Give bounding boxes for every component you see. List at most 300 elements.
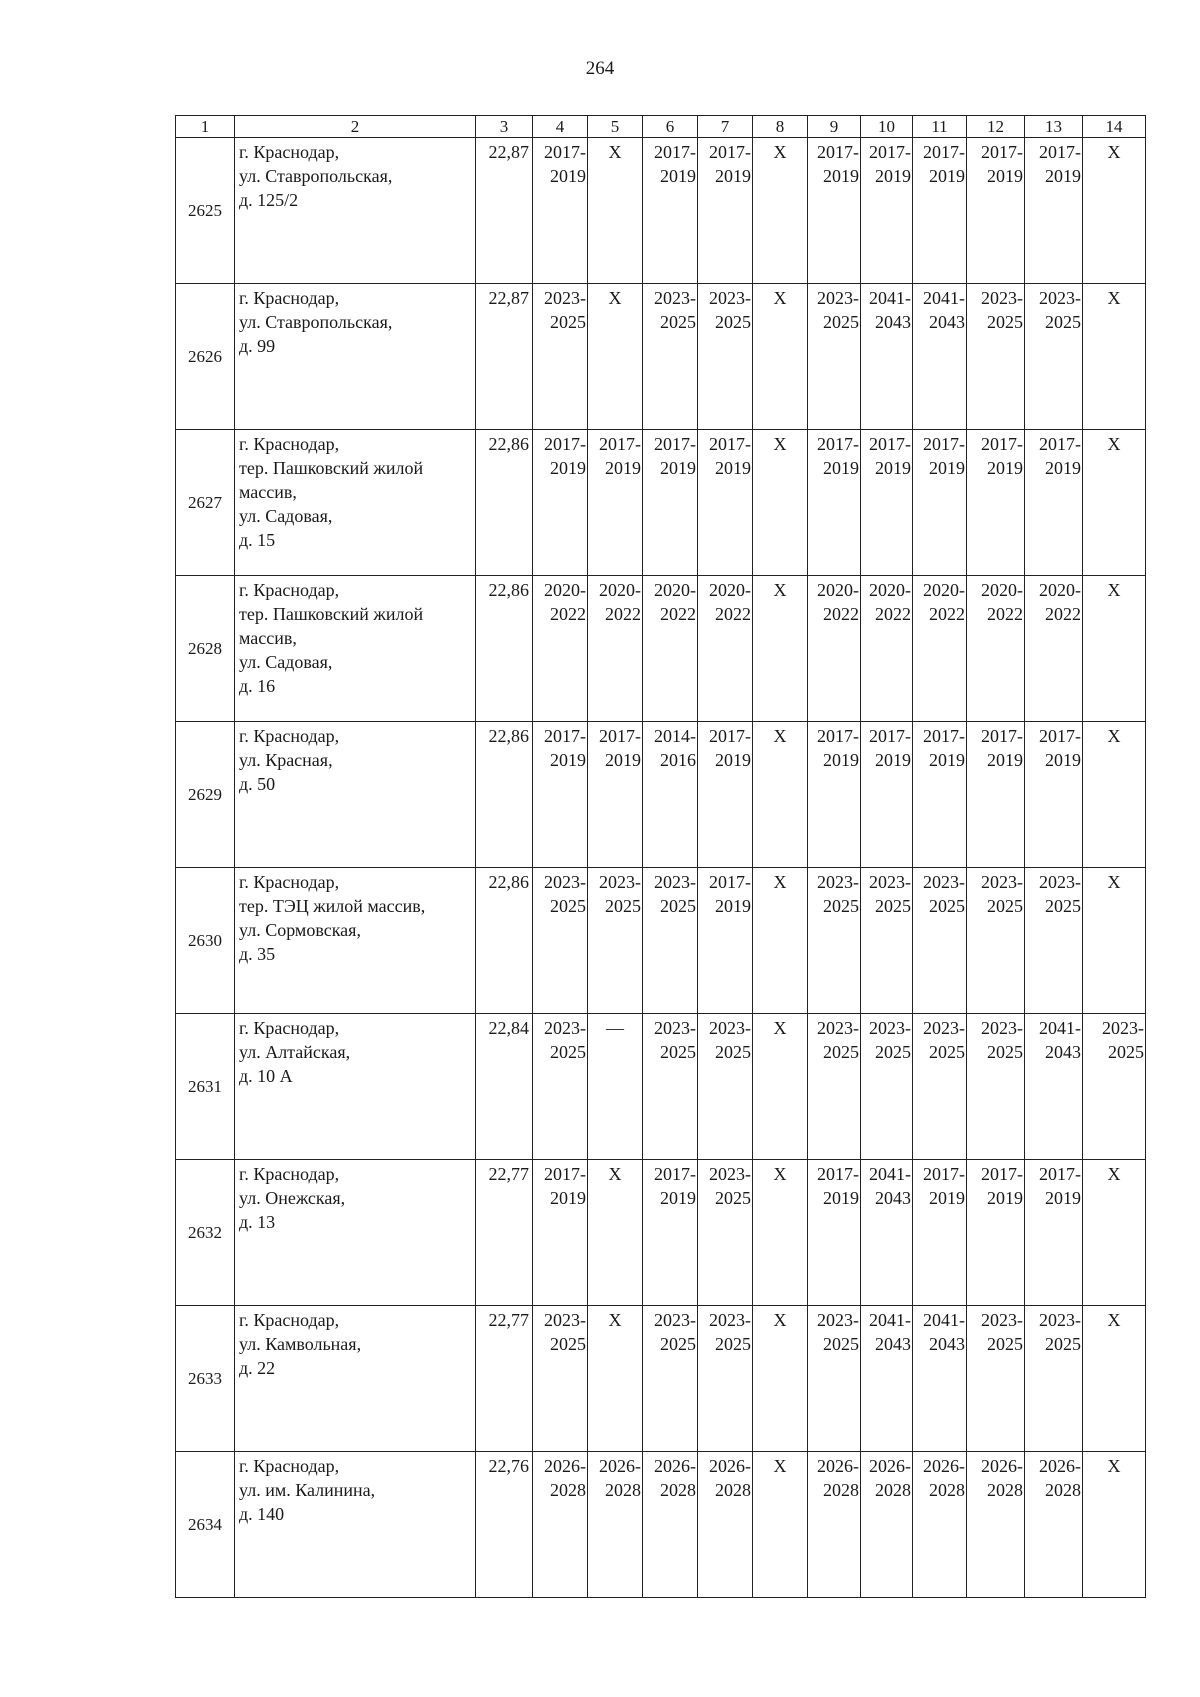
period-cell — [643, 1160, 698, 1306]
period-line: 2016 — [660, 750, 696, 770]
period-cell — [643, 430, 698, 576]
row-number: 2628 — [176, 576, 235, 722]
row-number: 2625 — [176, 138, 235, 284]
address-line: ул. им. Калинина, — [239, 1480, 376, 1500]
period-line: 2017- — [709, 726, 751, 746]
period-line: 2019 — [660, 166, 696, 186]
period-cell — [533, 1306, 588, 1452]
address-line: тер. Пашковский жилой — [239, 604, 424, 624]
address-line: г. Краснодар, — [239, 1456, 340, 1476]
period-line: 2023- — [981, 1018, 1023, 1038]
period-line: 2026- — [981, 1456, 1023, 1476]
address-line: ул. Ставропольская, — [239, 166, 393, 186]
address-line: г. Краснодар, — [239, 580, 340, 600]
period-line: 2017- — [599, 726, 641, 746]
period-line: 2023- — [709, 1310, 751, 1330]
period-cell — [913, 1306, 967, 1452]
period-cell — [643, 868, 698, 1014]
period-line: 2025 — [987, 312, 1023, 332]
period-cell — [967, 138, 1025, 284]
period-line: 2019 — [660, 1188, 696, 1208]
period-line: 2019 — [929, 750, 965, 770]
period-line: 2019 — [715, 750, 751, 770]
period-line: 2017- — [817, 726, 859, 746]
period-line: 2019 — [823, 458, 859, 478]
period-line: 2028 — [929, 1480, 965, 1500]
mark-cell: Х — [1083, 284, 1146, 430]
address-cell — [235, 430, 476, 576]
period-cell — [1025, 868, 1083, 1014]
period-line: 2041- — [869, 288, 911, 308]
period-line: 2017- — [817, 1164, 859, 1184]
address-line: г. Краснодар, — [239, 1310, 340, 1330]
period-cell — [643, 1014, 698, 1160]
period-cell — [808, 284, 861, 430]
period-cell — [698, 430, 753, 576]
period-cell — [861, 284, 913, 430]
value-cell: 22,86 — [476, 868, 533, 1014]
address-line: ул. Алтайская, — [239, 1042, 351, 1062]
period-line: 2022 — [660, 604, 696, 624]
period-cell — [533, 1452, 588, 1598]
address-line: д. 22 — [239, 1358, 276, 1378]
address-line: г. Краснодар, — [239, 288, 340, 308]
period-cell — [643, 722, 698, 868]
period-line: 2017- — [869, 142, 911, 162]
row-number: 2634 — [176, 1452, 235, 1598]
period-line: 2022 — [605, 604, 641, 624]
period-cell — [967, 868, 1025, 1014]
address-line: д. 125/2 — [239, 190, 299, 210]
address-line: тер. ТЭЦ жилой массив, — [239, 896, 426, 916]
period-line: 2025 — [550, 896, 586, 916]
value-cell: 22,84 — [476, 1014, 533, 1160]
table-row — [176, 138, 1146, 284]
period-cell — [808, 138, 861, 284]
column-header: 13 — [1025, 116, 1083, 138]
period-line: 2025 — [550, 1042, 586, 1062]
table-row — [176, 576, 1146, 722]
period-cell — [967, 1160, 1025, 1306]
period-cell — [861, 722, 913, 868]
period-line: 2019 — [1045, 166, 1081, 186]
period-cell — [533, 576, 588, 722]
period-line: 2017- — [923, 726, 965, 746]
period-cell — [967, 1452, 1025, 1598]
table-body — [176, 116, 1146, 1598]
period-line: 2022 — [987, 604, 1023, 624]
period-cell — [861, 1160, 913, 1306]
period-cell — [1025, 1160, 1083, 1306]
period-line: 2019 — [1045, 458, 1081, 478]
period-line: 2041- — [869, 1310, 911, 1330]
period-line: 2023- — [1102, 1018, 1144, 1038]
mark-cell: Х — [753, 1306, 808, 1452]
period-line: 2019 — [987, 458, 1023, 478]
period-line: 2023- — [544, 872, 586, 892]
address-line: массив, — [239, 482, 297, 502]
period-cell — [808, 868, 861, 1014]
period-line: 2022 — [929, 604, 965, 624]
period-line: 2023- — [709, 288, 751, 308]
period-line: 2043 — [875, 312, 911, 332]
period-cell — [588, 430, 643, 576]
mark-cell: Х — [753, 1452, 808, 1598]
table-row — [176, 284, 1146, 430]
period-line: 2019 — [987, 1188, 1023, 1208]
period-cell — [861, 138, 913, 284]
period-cell — [808, 1160, 861, 1306]
period-line: 2017- — [1039, 142, 1081, 162]
mark-cell: Х — [588, 284, 643, 430]
column-header: 14 — [1083, 116, 1146, 138]
period-line: 2025 — [987, 1334, 1023, 1354]
row-number: 2626 — [176, 284, 235, 430]
period-line: 2028 — [550, 1480, 586, 1500]
period-cell — [643, 576, 698, 722]
address-line: ул. Онежская, — [239, 1188, 346, 1208]
period-cell — [967, 1014, 1025, 1160]
address-line: д. 99 — [239, 336, 276, 356]
period-line: 2026- — [817, 1456, 859, 1476]
address-line: д. 13 — [239, 1212, 276, 1232]
period-line: 2019 — [823, 166, 859, 186]
period-line: 2020- — [654, 580, 696, 600]
period-line: 2041- — [1039, 1018, 1081, 1038]
period-line: 2023- — [544, 1018, 586, 1038]
period-cell — [967, 1306, 1025, 1452]
period-cell — [967, 430, 1025, 576]
column-header: 9 — [808, 116, 861, 138]
period-line: 2023- — [544, 288, 586, 308]
period-cell — [1025, 576, 1083, 722]
period-line: 2017- — [709, 434, 751, 454]
mark-cell: Х — [753, 1014, 808, 1160]
mark-cell: Х — [753, 430, 808, 576]
period-line: 2019 — [823, 750, 859, 770]
address-line: г. Краснодар, — [239, 434, 340, 454]
period-line: 2023- — [1039, 288, 1081, 308]
period-line: 2017- — [923, 434, 965, 454]
mark-cell: Х — [588, 1160, 643, 1306]
address-line: д. 140 — [239, 1504, 285, 1524]
period-line: 2017- — [1039, 1164, 1081, 1184]
period-line: 2026- — [1039, 1456, 1081, 1476]
period-line: 2017- — [1039, 434, 1081, 454]
period-cell — [698, 1306, 753, 1452]
row-number: 2629 — [176, 722, 235, 868]
period-line: 2017- — [981, 434, 1023, 454]
period-cell — [698, 576, 753, 722]
period-line: 2020- — [869, 580, 911, 600]
period-cell — [533, 1014, 588, 1160]
period-cell — [861, 1014, 913, 1160]
period-line: 2028 — [605, 1480, 641, 1500]
mark-cell: Х — [1083, 1452, 1146, 1598]
period-cell — [861, 868, 913, 1014]
address-line: д. 15 — [239, 530, 276, 550]
period-line: 2023- — [709, 1164, 751, 1184]
period-line: 2043 — [929, 312, 965, 332]
period-line: 2023- — [869, 1018, 911, 1038]
period-line: 2019 — [550, 166, 586, 186]
period-cell — [808, 1452, 861, 1598]
row-number: 2632 — [176, 1160, 235, 1306]
value-cell: 22,77 — [476, 1306, 533, 1452]
period-line: 2025 — [715, 1042, 751, 1062]
period-cell — [1025, 284, 1083, 430]
mark-cell: Х — [588, 1306, 643, 1452]
period-line: 2025 — [987, 896, 1023, 916]
mark-cell: Х — [1083, 576, 1146, 722]
period-cell — [913, 138, 967, 284]
period-line: 2043 — [929, 1334, 965, 1354]
address-line: ул. Садовая, — [239, 506, 333, 526]
period-line: 2019 — [875, 166, 911, 186]
value-cell: 22,87 — [476, 284, 533, 430]
period-cell — [913, 722, 967, 868]
period-cell — [808, 576, 861, 722]
period-line: 2019 — [550, 458, 586, 478]
period-line: 2025 — [823, 1042, 859, 1062]
address-line: г. Краснодар, — [239, 872, 340, 892]
row-number: 2627 — [176, 430, 235, 576]
period-line: 2019 — [823, 1188, 859, 1208]
period-line: 2025 — [823, 896, 859, 916]
column-header: 6 — [643, 116, 698, 138]
period-cell — [643, 1306, 698, 1452]
period-line: 2017- — [817, 434, 859, 454]
table-row — [176, 1306, 1146, 1452]
period-line: 2023- — [654, 1018, 696, 1038]
period-line: 2017- — [654, 142, 696, 162]
period-cell — [533, 1160, 588, 1306]
period-line: 2023- — [869, 872, 911, 892]
table-row — [176, 722, 1146, 868]
data-table — [175, 115, 1146, 1598]
period-line: 2017- — [869, 726, 911, 746]
period-line: 2020- — [544, 580, 586, 600]
period-line: 2025 — [605, 896, 641, 916]
period-line: 2019 — [715, 458, 751, 478]
mark-cell: Х — [753, 284, 808, 430]
table-row — [176, 1452, 1146, 1598]
period-line: 2022 — [823, 604, 859, 624]
period-line: 2022 — [1045, 604, 1081, 624]
period-line: 2020- — [709, 580, 751, 600]
period-line: 2017- — [981, 726, 1023, 746]
period-line: 2019 — [1045, 750, 1081, 770]
mark-cell: Х — [1083, 868, 1146, 1014]
value-cell: 22,77 — [476, 1160, 533, 1306]
period-line: 2028 — [875, 1480, 911, 1500]
period-cell — [533, 430, 588, 576]
period-line: 2017- — [544, 142, 586, 162]
period-cell — [913, 1160, 967, 1306]
table-row — [176, 1160, 1146, 1306]
period-line: 2019 — [550, 750, 586, 770]
period-line: 2019 — [605, 750, 641, 770]
period-line: 2023- — [817, 288, 859, 308]
column-header: 12 — [967, 116, 1025, 138]
period-line: 2025 — [715, 312, 751, 332]
period-line: 2022 — [875, 604, 911, 624]
period-cell — [698, 138, 753, 284]
period-line: 2020- — [1039, 580, 1081, 600]
period-cell — [861, 1452, 913, 1598]
period-line: 2023- — [817, 872, 859, 892]
period-line: 2017- — [1039, 726, 1081, 746]
mark-cell: Х — [753, 138, 808, 284]
table-row — [176, 430, 1146, 576]
period-line: 2025 — [550, 1334, 586, 1354]
period-cell — [913, 868, 967, 1014]
period-line: 2023- — [599, 872, 641, 892]
column-header: 8 — [753, 116, 808, 138]
period-line: 2025 — [715, 1188, 751, 1208]
period-cell — [643, 1452, 698, 1598]
period-line: 2043 — [875, 1188, 911, 1208]
page-number: 264 — [585, 58, 615, 79]
period-line: 2043 — [1045, 1042, 1081, 1062]
period-line: 2022 — [715, 604, 751, 624]
period-line: 2028 — [660, 1480, 696, 1500]
period-line: 2023- — [1039, 872, 1081, 892]
period-line: 2028 — [1045, 1480, 1081, 1500]
value-cell: 22,86 — [476, 430, 533, 576]
period-cell — [913, 284, 967, 430]
period-line: 2026- — [544, 1456, 586, 1476]
mark-cell: Х — [1083, 138, 1146, 284]
period-line: 2017- — [544, 1164, 586, 1184]
mark-cell: — — [588, 1014, 643, 1160]
address-line: д. 10 А — [239, 1066, 293, 1086]
period-line: 2025 — [929, 896, 965, 916]
period-cell — [1025, 430, 1083, 576]
mark-cell: Х — [753, 1160, 808, 1306]
address-cell — [235, 868, 476, 1014]
value-cell: 22,87 — [476, 138, 533, 284]
period-line: 2023- — [923, 872, 965, 892]
period-cell — [588, 576, 643, 722]
period-line: 2017- — [869, 434, 911, 454]
address-line: ул. Камвольная, — [239, 1334, 362, 1354]
period-line: 2025 — [1045, 312, 1081, 332]
period-line: 2019 — [550, 1188, 586, 1208]
period-cell — [533, 868, 588, 1014]
period-line: 2023- — [709, 1018, 751, 1038]
address-line: г. Краснодар, — [239, 1164, 340, 1184]
period-cell — [808, 1014, 861, 1160]
period-line: 2020- — [923, 580, 965, 600]
period-cell — [588, 722, 643, 868]
period-cell — [533, 722, 588, 868]
period-line: 2025 — [660, 1042, 696, 1062]
period-line: 2025 — [823, 1334, 859, 1354]
mark-cell: Х — [753, 576, 808, 722]
period-cell — [861, 430, 913, 576]
period-line: 2017- — [654, 1164, 696, 1184]
period-cell — [913, 576, 967, 722]
period-cell — [1025, 138, 1083, 284]
column-header: 11 — [913, 116, 967, 138]
period-line: 2025 — [715, 1334, 751, 1354]
address-cell — [235, 576, 476, 722]
period-cell — [1025, 1452, 1083, 1598]
period-line: 2014- — [654, 726, 696, 746]
row-number: 2631 — [176, 1014, 235, 1160]
period-line: 2023- — [981, 288, 1023, 308]
period-cell — [698, 1014, 753, 1160]
period-cell — [913, 1014, 967, 1160]
mark-cell: Х — [588, 138, 643, 284]
table-row — [176, 868, 1146, 1014]
mark-cell: Х — [1083, 430, 1146, 576]
period-cell — [913, 1452, 967, 1598]
period-line: 2026- — [599, 1456, 641, 1476]
period-line: 2020- — [817, 580, 859, 600]
address-line: тер. Пашковский жилой — [239, 458, 424, 478]
period-line: 2019 — [929, 458, 965, 478]
period-line: 2017- — [709, 142, 751, 162]
period-line: 2019 — [875, 458, 911, 478]
period-line: 2026- — [654, 1456, 696, 1476]
mark-cell: Х — [1083, 722, 1146, 868]
address-line: массив, — [239, 628, 297, 648]
period-line: 2025 — [1045, 896, 1081, 916]
period-line: 2028 — [823, 1480, 859, 1500]
period-cell — [698, 868, 753, 1014]
period-cell — [1025, 1014, 1083, 1160]
period-line: 2023- — [817, 1018, 859, 1038]
period-line: 2022 — [550, 604, 586, 624]
period-line: 2019 — [1045, 1188, 1081, 1208]
period-line: 2019 — [929, 1188, 965, 1208]
period-cell — [808, 1306, 861, 1452]
period-line: 2017- — [709, 872, 751, 892]
period-cell — [861, 1306, 913, 1452]
period-line: 2023- — [817, 1310, 859, 1330]
period-cell — [588, 868, 643, 1014]
period-cell — [698, 722, 753, 868]
period-line: 2017- — [544, 434, 586, 454]
period-line: 2025 — [875, 1042, 911, 1062]
period-cell — [967, 576, 1025, 722]
period-line: 2025 — [1045, 1334, 1081, 1354]
period-line: 2019 — [660, 458, 696, 478]
period-line: 2019 — [987, 750, 1023, 770]
period-line: 2020- — [981, 580, 1023, 600]
period-cell — [808, 722, 861, 868]
period-line: 2028 — [715, 1480, 751, 1500]
period-line: 2023- — [981, 1310, 1023, 1330]
period-line: 2025 — [660, 312, 696, 332]
period-cell — [1083, 1014, 1146, 1160]
period-cell — [861, 576, 913, 722]
period-line: 2017- — [817, 142, 859, 162]
address-line: г. Краснодар, — [239, 142, 340, 162]
address-cell — [235, 1160, 476, 1306]
period-line: 2019 — [929, 166, 965, 186]
mark-cell: Х — [753, 722, 808, 868]
address-line: г. Краснодар, — [239, 726, 340, 746]
mark-cell: Х — [753, 868, 808, 1014]
period-cell — [967, 284, 1025, 430]
address-cell — [235, 138, 476, 284]
period-line: 2025 — [550, 312, 586, 332]
period-line: 2019 — [987, 166, 1023, 186]
period-line: 2019 — [715, 166, 751, 186]
